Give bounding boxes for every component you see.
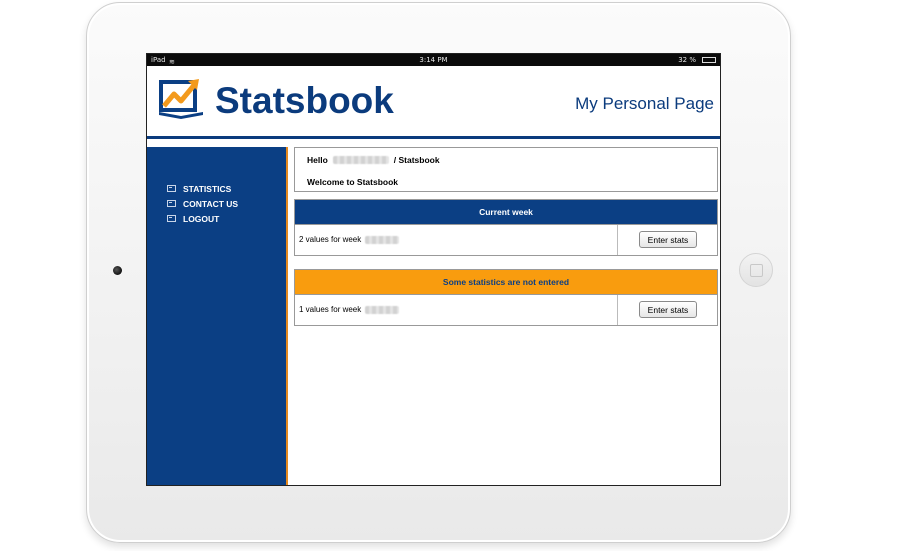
sidebar-nav	[167, 181, 238, 226]
row-text	[299, 305, 399, 314]
row-text	[299, 235, 399, 244]
sidebar-item-label: STATISTICS	[183, 183, 232, 194]
welcome-box	[294, 147, 718, 192]
enter-stats-button[interactable]: Enter stats	[639, 301, 697, 318]
values-count-text: 2 values for week	[299, 235, 362, 244]
home-square-icon	[750, 264, 763, 277]
sidebar-item-label: CONTACT US	[183, 198, 239, 209]
redacted-week	[365, 236, 399, 244]
home-button[interactable]	[739, 253, 773, 287]
hello-suffix: / Statsbook	[393, 155, 440, 165]
camera-icon	[113, 266, 122, 275]
carrier-label: iPad	[151, 56, 166, 64]
enter-stats-button[interactable]: Enter stats	[639, 231, 697, 248]
list-bullet-icon	[167, 215, 176, 222]
battery-percent: 32 %	[678, 56, 696, 64]
sidebar	[147, 147, 288, 485]
sidebar-item-statistics[interactable]	[167, 181, 238, 196]
site-header	[147, 66, 720, 139]
card-row	[295, 224, 717, 255]
list-bullet-icon	[167, 200, 176, 207]
card-header: Current week	[295, 200, 717, 224]
missing-stats-card	[294, 269, 718, 326]
column-divider	[617, 225, 618, 255]
wifi-icon: ≋	[169, 58, 175, 66]
redacted-username	[333, 156, 389, 164]
clock: 3:14 PM	[419, 56, 448, 64]
column-divider	[617, 295, 618, 325]
screen	[146, 53, 721, 486]
card-row	[295, 294, 717, 325]
sidebar-item-contact-us[interactable]	[167, 196, 238, 211]
list-bullet-icon	[167, 185, 176, 192]
current-week-card	[294, 199, 718, 256]
statsbook-logo-icon	[155, 76, 207, 120]
battery-icon	[702, 57, 716, 63]
hello-line	[307, 155, 440, 165]
sidebar-item-label: LOGOUT	[183, 213, 220, 224]
redacted-week	[365, 306, 399, 314]
brand-name: Statsbook	[215, 80, 394, 121]
sidebar-item-logout[interactable]	[167, 211, 238, 226]
page-title: My Personal Page	[575, 94, 714, 113]
welcome-message: Welcome to Statsbook	[307, 177, 398, 187]
status-bar	[147, 54, 720, 66]
card-header: Some statistics are not entered	[295, 270, 717, 294]
main-content	[294, 147, 720, 485]
values-count-text: 1 values for week	[299, 305, 362, 314]
hello-prefix: Hello	[307, 155, 328, 165]
